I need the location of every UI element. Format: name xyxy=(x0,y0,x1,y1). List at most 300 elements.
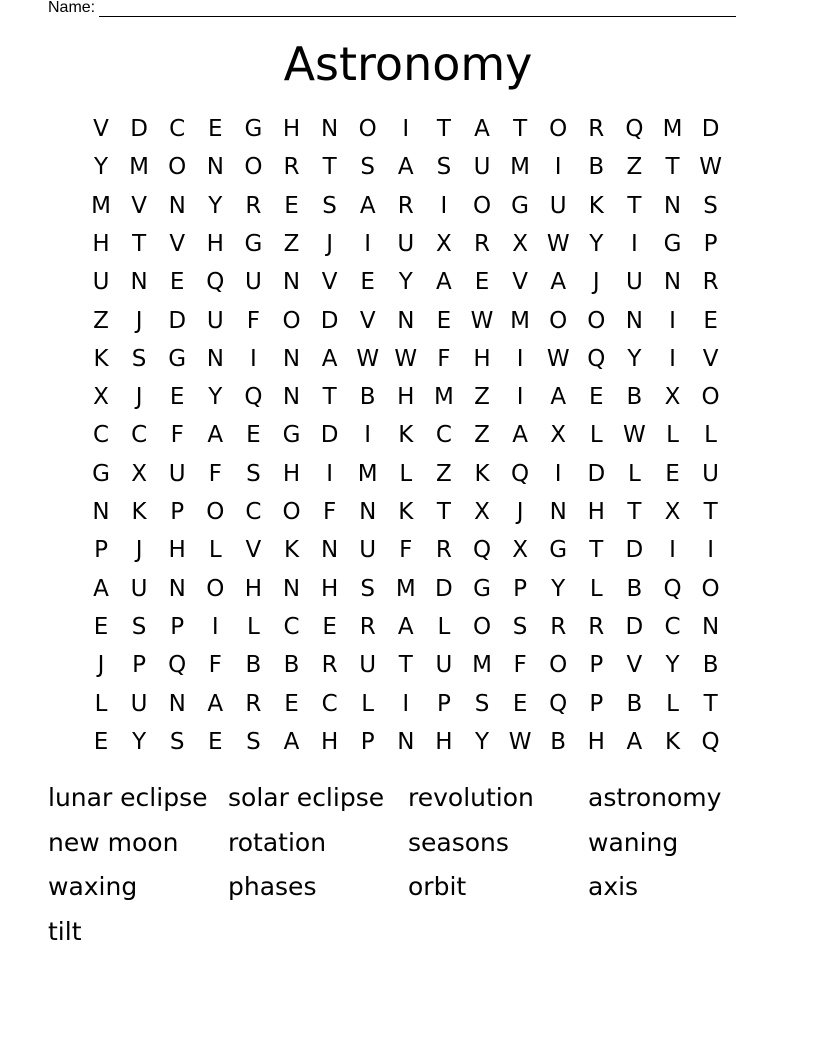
grid-cell[interactable]: R xyxy=(550,613,567,640)
grid-cell[interactable]: A xyxy=(436,269,452,296)
grid-cell[interactable]: F xyxy=(399,537,413,564)
grid-cell[interactable]: Y xyxy=(665,652,680,679)
grid-cell[interactable]: M xyxy=(472,652,492,679)
grid-cell[interactable]: V xyxy=(93,116,109,142)
grid-cell[interactable]: N xyxy=(663,269,682,296)
grid-cell[interactable]: B xyxy=(550,728,567,755)
grid-cell[interactable]: N xyxy=(168,192,186,219)
grid-cell[interactable]: O xyxy=(282,499,301,525)
grid-cell[interactable]: E xyxy=(93,613,109,640)
grid-cell[interactable]: T xyxy=(665,154,680,181)
grid-cell[interactable]: M xyxy=(91,192,111,219)
grid-cell[interactable]: N xyxy=(282,345,301,372)
grid-cell[interactable]: W xyxy=(356,345,380,372)
grid-cell[interactable]: J xyxy=(97,652,105,679)
grid-cell[interactable]: N xyxy=(282,384,301,411)
grid-cell[interactable]: L xyxy=(246,613,260,640)
grid-cell[interactable]: U xyxy=(473,154,491,181)
grid-cell[interactable]: C xyxy=(169,116,186,142)
grid-cell[interactable]: U xyxy=(206,307,224,334)
grid-cell[interactable]: E xyxy=(93,728,109,755)
grid-cell[interactable]: Y xyxy=(589,230,604,257)
grid-cell[interactable]: O xyxy=(701,384,720,411)
grid-cell[interactable]: M xyxy=(433,384,454,411)
grid-cell[interactable]: N xyxy=(282,575,301,602)
grid-cell[interactable]: G xyxy=(663,230,682,257)
grid-cell[interactable]: N xyxy=(359,499,377,525)
grid-cell[interactable]: S xyxy=(436,154,452,181)
grid-cell[interactable]: O xyxy=(206,499,225,525)
grid-cell[interactable]: D xyxy=(587,460,606,487)
grid-cell[interactable]: H xyxy=(282,116,301,142)
grid-cell[interactable]: S xyxy=(322,192,337,219)
grid-cell[interactable]: O xyxy=(587,307,606,334)
grid-cell[interactable]: U xyxy=(702,460,720,487)
grid-cell[interactable]: F xyxy=(170,422,184,449)
grid-cell[interactable]: L xyxy=(589,422,603,449)
grid-cell[interactable]: N xyxy=(320,116,339,142)
word-bank-item: waning xyxy=(588,827,679,857)
grid-cell[interactable]: I xyxy=(326,460,333,487)
grid-cell[interactable]: I xyxy=(669,537,676,564)
grid-cell[interactable]: M xyxy=(395,575,416,602)
grid-cell[interactable]: N xyxy=(625,307,643,334)
grid-cell[interactable]: H xyxy=(587,728,605,755)
grid-cell[interactable]: J xyxy=(516,499,524,525)
grid-cell[interactable]: B xyxy=(702,652,719,679)
grid-cell[interactable]: V xyxy=(512,269,528,296)
grid-cell[interactable]: I xyxy=(516,345,524,372)
grid-cell[interactable]: W xyxy=(394,345,418,372)
grid-cell[interactable]: C xyxy=(92,422,110,449)
grid-cell[interactable]: B xyxy=(588,154,605,181)
grid-cell[interactable]: B xyxy=(626,690,643,717)
grid-cell[interactable]: Q xyxy=(168,652,187,679)
grid-cell[interactable]: W xyxy=(546,230,570,257)
grid-cell[interactable]: N xyxy=(92,499,110,525)
grid-cell[interactable]: R xyxy=(435,537,452,564)
grid-cell[interactable]: D xyxy=(701,116,720,142)
grid-cell[interactable]: G xyxy=(168,345,187,372)
grid-cell[interactable]: J xyxy=(135,307,143,334)
grid-cell[interactable]: S xyxy=(246,728,261,755)
grid-cell[interactable]: G xyxy=(511,192,529,219)
grid-cell[interactable]: E xyxy=(284,690,299,717)
grid-cell[interactable]: P xyxy=(132,652,147,679)
grid-cell[interactable]: S xyxy=(131,345,147,372)
grid-cell[interactable]: Q xyxy=(549,690,568,717)
grid-cell[interactable]: U xyxy=(359,652,377,679)
grid-cell[interactable]: Q xyxy=(206,269,225,296)
grid-cell[interactable]: L xyxy=(399,460,413,487)
grid-cell[interactable]: J xyxy=(135,384,143,411)
grid-cell[interactable]: N xyxy=(397,728,415,755)
grid-cell[interactable]: U xyxy=(130,690,148,717)
grid-cell[interactable]: I xyxy=(364,422,372,449)
grid-cell[interactable]: R xyxy=(321,652,338,679)
grid-cell[interactable]: H xyxy=(244,575,263,602)
grid-cell[interactable]: M xyxy=(357,460,378,487)
grid-cell[interactable]: N xyxy=(206,154,224,181)
grid-cell[interactable]: U xyxy=(397,230,415,257)
grid-cell[interactable]: D xyxy=(625,613,644,640)
grid-cell[interactable]: A xyxy=(207,690,224,717)
grid-cell[interactable]: V xyxy=(359,307,376,334)
grid-cell[interactable]: H xyxy=(397,384,415,411)
grid-cell[interactable]: K xyxy=(664,728,681,755)
grid-cell[interactable]: C xyxy=(283,613,300,640)
grid-cell[interactable]: J xyxy=(592,269,600,296)
grid-cell[interactable]: W xyxy=(546,345,570,372)
grid-cell[interactable]: O xyxy=(472,613,492,640)
grid-cell[interactable]: O xyxy=(282,307,301,334)
grid-cell[interactable]: W xyxy=(623,422,646,449)
grid-cell[interactable]: G xyxy=(92,460,110,487)
grid-cell[interactable]: R xyxy=(702,269,719,296)
grid-cell[interactable]: E xyxy=(208,728,223,755)
grid-cell[interactable]: J xyxy=(135,537,143,564)
grid-cell[interactable]: U xyxy=(168,460,186,487)
grid-cell[interactable]: M xyxy=(510,154,531,181)
grid-cell[interactable]: E xyxy=(169,269,185,296)
grid-cell[interactable]: L xyxy=(361,690,375,717)
grid-cell[interactable]: D xyxy=(625,537,644,564)
grid-cell[interactable]: S xyxy=(360,575,375,602)
grid-cell[interactable]: I xyxy=(402,690,410,717)
grid-cell[interactable]: V xyxy=(702,345,719,372)
grid-cell[interactable]: R xyxy=(245,690,262,717)
grid-cell[interactable]: V xyxy=(626,652,643,679)
grid-cell[interactable]: P xyxy=(436,690,451,717)
grid-cell[interactable]: G xyxy=(473,575,491,602)
grid-cell[interactable]: B xyxy=(283,652,300,679)
grid-cell[interactable]: N xyxy=(168,575,186,602)
grid-cell[interactable]: W xyxy=(699,154,722,181)
grid-cell[interactable]: J xyxy=(326,230,333,257)
grid-cell[interactable]: S xyxy=(474,690,490,717)
grid-cell[interactable]: L xyxy=(589,575,603,602)
grid-cell[interactable]: P xyxy=(589,690,604,717)
grid-cell[interactable]: T xyxy=(703,690,718,717)
grid-cell[interactable]: Z xyxy=(474,384,490,411)
grid-cell[interactable]: A xyxy=(283,728,300,755)
grid-cell[interactable]: Y xyxy=(132,728,147,755)
grid-cell[interactable]: V xyxy=(131,192,147,219)
grid-cell[interactable]: O xyxy=(701,575,720,602)
grid-cell[interactable]: W xyxy=(470,307,494,334)
grid-cell[interactable]: X xyxy=(474,499,490,525)
grid-cell[interactable]: A xyxy=(397,154,414,181)
grid-cell[interactable]: Y xyxy=(474,728,490,755)
grid-cell[interactable]: U xyxy=(92,269,110,296)
grid-cell[interactable]: I xyxy=(630,230,638,257)
grid-cell[interactable]: A xyxy=(359,192,376,219)
grid-cell[interactable]: T xyxy=(513,116,528,142)
grid-cell[interactable]: H xyxy=(320,728,339,755)
grid-cell[interactable]: T xyxy=(627,499,642,525)
grid-cell[interactable]: I xyxy=(554,154,562,181)
word-bank-item: waxing xyxy=(48,872,138,901)
grid-cell[interactable]: G xyxy=(282,422,301,449)
grid-cell[interactable]: E xyxy=(589,384,604,411)
grid-cell[interactable]: F xyxy=(208,460,222,487)
grid-cell[interactable]: D xyxy=(168,307,187,334)
grid-cell[interactable]: M xyxy=(510,307,531,334)
grid-cell[interactable]: B xyxy=(359,384,376,411)
grid-cell[interactable]: K xyxy=(93,345,109,372)
word-bank-item: astronomy xyxy=(588,783,722,812)
grid-cell[interactable]: R xyxy=(283,154,300,181)
grid-cell[interactable]: O xyxy=(472,192,492,219)
grid-cell[interactable]: C xyxy=(245,499,262,525)
grid-cell[interactable]: R xyxy=(359,613,376,640)
grid-cell[interactable]: T xyxy=(132,230,147,257)
grid-cell[interactable]: X xyxy=(664,384,681,411)
grid-cell[interactable]: C xyxy=(664,613,681,640)
word-bank-item: lunar eclipse xyxy=(48,783,208,812)
grid-cell[interactable]: H xyxy=(435,728,453,755)
grid-cell[interactable]: I xyxy=(364,230,372,257)
grid-cell[interactable]: D xyxy=(320,422,339,449)
grid-cell[interactable]: N xyxy=(701,613,720,640)
grid-cell[interactable]: C xyxy=(321,690,338,717)
grid-cell[interactable]: F xyxy=(513,652,527,679)
grid-cell[interactable]: D xyxy=(435,575,453,602)
grid-cell[interactable]: N xyxy=(206,345,224,372)
grid-cell[interactable]: T xyxy=(436,499,451,525)
grid-cell[interactable]: Y xyxy=(551,575,566,602)
grid-cell[interactable]: Q xyxy=(663,575,682,602)
grid-cell[interactable]: H xyxy=(206,230,224,257)
grid-cell[interactable]: U xyxy=(625,269,643,296)
grid-cell[interactable]: O xyxy=(549,116,568,142)
grid-cell[interactable]: A xyxy=(207,422,224,449)
grid-cell[interactable]: K xyxy=(398,422,414,449)
grid-cell[interactable]: Y xyxy=(627,345,642,372)
grid-cell[interactable]: U xyxy=(244,269,262,296)
grid-cell[interactable]: N xyxy=(168,690,186,717)
grid-cell[interactable]: I xyxy=(707,537,714,564)
grid-cell[interactable]: F xyxy=(437,345,451,372)
grid-cell[interactable]: X xyxy=(512,230,528,257)
grid-cell[interactable]: O xyxy=(168,154,187,181)
grid-cell[interactable]: R xyxy=(588,116,605,142)
grid-cell[interactable]: P xyxy=(703,230,718,257)
grid-cell[interactable]: P xyxy=(94,537,108,564)
grid-cell[interactable]: C xyxy=(131,422,148,449)
grid-cell[interactable]: E xyxy=(322,613,337,640)
grid-cell[interactable]: O xyxy=(549,652,568,679)
name-label: Name: xyxy=(48,0,96,16)
grid-cell[interactable]: N xyxy=(320,537,339,564)
grid-cell[interactable]: T xyxy=(436,116,451,142)
grid-cell[interactable]: O xyxy=(358,116,377,142)
grid-cell[interactable]: Z xyxy=(474,422,490,449)
grid-cell[interactable]: R xyxy=(245,192,262,219)
grid-cell[interactable]: N xyxy=(397,307,415,334)
grid-cell[interactable]: K xyxy=(398,499,414,525)
grid-cell[interactable]: I xyxy=(669,345,676,372)
grid-cell[interactable]: A xyxy=(550,384,567,411)
grid-cell[interactable]: X xyxy=(436,230,452,257)
grid-cell[interactable]: D xyxy=(320,307,339,334)
grid-cell[interactable]: Y xyxy=(208,192,223,219)
word-bank-item: rotation xyxy=(228,827,327,857)
grid-cell[interactable]: T xyxy=(589,537,604,564)
grid-cell[interactable]: D xyxy=(130,116,148,142)
grid-cell[interactable]: A xyxy=(474,116,490,142)
grid-cell[interactable]: E xyxy=(169,384,185,411)
grid-cell[interactable]: H xyxy=(587,499,605,525)
grid-cell[interactable]: Z xyxy=(436,460,452,487)
grid-cell[interactable]: M xyxy=(662,116,683,142)
grid-cell[interactable]: K xyxy=(588,192,604,219)
grid-cell[interactable]: G xyxy=(244,116,263,142)
grid-cell[interactable]: T xyxy=(627,192,642,219)
grid-cell[interactable]: W xyxy=(508,728,532,755)
grid-cell[interactable]: X xyxy=(131,460,147,487)
grid-cell[interactable]: B xyxy=(245,652,262,679)
grid-cell[interactable]: H xyxy=(168,537,186,564)
grid-cell[interactable]: Q xyxy=(511,460,530,487)
grid-cell[interactable]: K xyxy=(474,460,490,487)
grid-cell[interactable]: R xyxy=(397,192,414,219)
grid-cell[interactable]: F xyxy=(246,307,260,334)
grid-cell[interactable]: S xyxy=(360,154,375,181)
grid-cell[interactable]: L xyxy=(627,460,641,487)
grid-cell[interactable]: P xyxy=(170,613,185,640)
grid-cell[interactable]: N xyxy=(549,499,567,525)
grid-cell[interactable]: O xyxy=(549,307,568,334)
grid-cell[interactable]: S xyxy=(246,460,261,487)
grid-cell[interactable]: F xyxy=(208,652,222,679)
name-blank-line[interactable] xyxy=(99,1,736,17)
grid-cell[interactable]: G xyxy=(549,537,568,564)
grid-cell[interactable]: T xyxy=(322,384,337,411)
grid-cell[interactable]: I xyxy=(402,116,410,142)
grid-cell[interactable]: P xyxy=(589,652,604,679)
word-bank-item: axis xyxy=(588,872,639,901)
grid-cell[interactable]: B xyxy=(626,575,643,602)
grid-cell[interactable]: T xyxy=(703,499,718,525)
grid-cell[interactable]: I xyxy=(249,345,257,372)
word-bank xyxy=(48,778,768,956)
grid-cell[interactable]: X xyxy=(512,537,528,564)
grid-cell[interactable]: L xyxy=(208,537,222,564)
grid-cell[interactable]: V xyxy=(169,230,186,257)
grid-cell[interactable]: E xyxy=(474,269,490,296)
grid-cell[interactable]: U xyxy=(130,575,148,602)
grid-cell[interactable]: Y xyxy=(93,154,109,181)
grid-cell[interactable]: E xyxy=(284,192,299,219)
grid-cell[interactable]: C xyxy=(435,422,452,449)
grid-cell[interactable]: P xyxy=(360,728,375,755)
grid-cell[interactable]: A xyxy=(512,422,528,449)
grid-cell[interactable]: I xyxy=(211,613,219,640)
grid-cell[interactable]: A xyxy=(321,345,338,372)
grid-cell[interactable]: Q xyxy=(625,116,644,142)
grid-cell[interactable]: T xyxy=(398,652,413,679)
grid-cell[interactable]: X xyxy=(93,384,109,411)
grid-cell[interactable]: E xyxy=(208,116,223,142)
grid-cell[interactable]: E xyxy=(512,690,528,717)
grid-cell[interactable]: H xyxy=(320,575,339,602)
grid-cell[interactable]: I xyxy=(516,384,524,411)
grid-cell[interactable]: E xyxy=(703,307,718,334)
grid-cell[interactable]: S xyxy=(512,613,528,640)
grid-cell[interactable]: L xyxy=(704,422,717,449)
grid-cell[interactable]: I xyxy=(440,192,448,219)
grid-cell[interactable]: R xyxy=(588,613,605,640)
grid-cell[interactable]: P xyxy=(170,499,185,525)
grid-cell[interactable]: S xyxy=(169,728,185,755)
grid-cell[interactable]: H xyxy=(282,460,301,487)
grid-cell[interactable]: G xyxy=(244,230,263,257)
grid-cell[interactable]: Y xyxy=(208,384,223,411)
grid-cell[interactable]: K xyxy=(131,499,147,525)
grid-cell[interactable]: L xyxy=(94,690,108,717)
grid-cell[interactable]: E xyxy=(665,460,680,487)
grid-cell[interactable]: A xyxy=(550,269,567,296)
grid-cell[interactable]: Q xyxy=(244,384,263,411)
grid-cell[interactable]: L xyxy=(666,690,679,717)
grid-cell[interactable]: X xyxy=(550,422,567,449)
grid-cell[interactable]: Y xyxy=(398,269,413,296)
word-bank-item: solar eclipse xyxy=(228,783,385,812)
grid-cell[interactable]: L xyxy=(666,422,679,449)
grid-cell[interactable]: N xyxy=(130,269,148,296)
grid-cell[interactable]: N xyxy=(282,269,301,296)
grid-cell[interactable]: R xyxy=(474,230,490,257)
grid-cell[interactable]: E xyxy=(246,422,261,449)
grid-cell[interactable]: N xyxy=(663,192,682,219)
grid-cell[interactable]: E xyxy=(436,307,452,334)
grid-cell[interactable]: U xyxy=(435,652,453,679)
grid-cell[interactable]: K xyxy=(283,537,300,564)
grid-cell[interactable]: O xyxy=(244,154,263,181)
grid-cell[interactable]: Z xyxy=(283,230,300,257)
grid-cell[interactable]: A xyxy=(93,575,109,602)
grid-cell[interactable]: I xyxy=(554,460,562,487)
grid-cell[interactable]: Z xyxy=(93,307,109,334)
grid-cell[interactable]: H xyxy=(92,230,110,257)
grid-cell[interactable]: A xyxy=(626,728,643,755)
grid-cell[interactable]: Q xyxy=(472,537,492,564)
grid-cell[interactable]: T xyxy=(322,154,337,181)
grid-cell[interactable]: F xyxy=(322,499,337,525)
grid-cell[interactable]: L xyxy=(437,613,451,640)
grid-cell[interactable]: H xyxy=(473,345,491,372)
grid-cell[interactable]: Q xyxy=(587,345,606,372)
grid-cell[interactable]: Z xyxy=(626,154,643,181)
grid-cell[interactable]: P xyxy=(513,575,528,602)
grid-cell[interactable]: X xyxy=(664,499,681,525)
grid-cell[interactable]: A xyxy=(397,613,414,640)
grid-cell[interactable]: V xyxy=(245,537,262,564)
grid-cell[interactable]: B xyxy=(626,384,643,411)
word-bank-item: seasons xyxy=(408,827,509,857)
grid-cell[interactable]: S xyxy=(131,613,147,640)
grid-cell[interactable]: S xyxy=(703,192,718,219)
grid-cell[interactable]: I xyxy=(669,307,676,334)
grid-cell[interactable]: U xyxy=(549,192,567,219)
grid-cell[interactable]: Q xyxy=(701,728,720,755)
grid-cell[interactable]: V xyxy=(321,269,338,296)
grid-cell[interactable]: O xyxy=(206,575,225,602)
grid-cell[interactable]: E xyxy=(360,269,375,296)
grid-cell[interactable]: U xyxy=(359,537,377,564)
grid-cell[interactable]: M xyxy=(129,154,150,181)
